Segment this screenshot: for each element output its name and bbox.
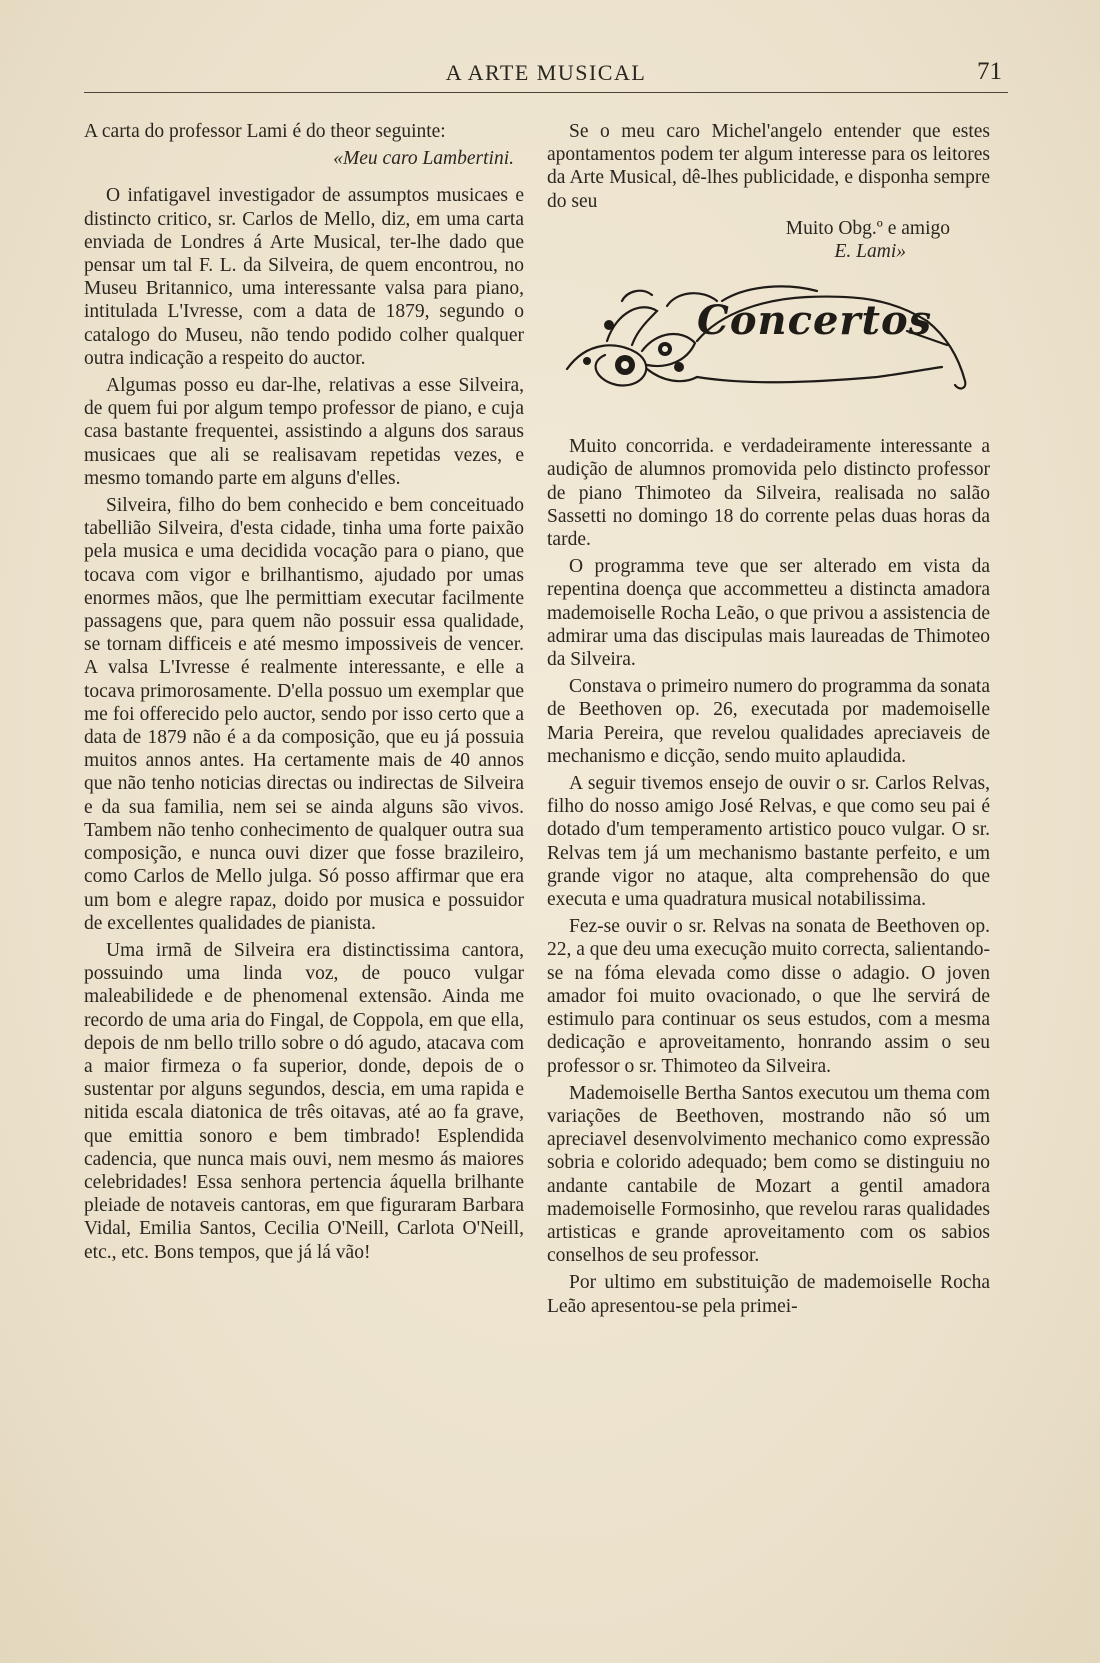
- paragraph: Fez-se ouvir o sr. Relvas na sonata de Beethoven op. 22, a que deu uma execução muito correcta, salientando-se na fóma elevada como disse o adagio. O joven amador foi muito ovacionado, o que lhe servirá de estimulo para continuar os seus estudos, com a mesma dedicação e aproveitamento, honrando assim o seu professor o sr. Thimoteo da Silveira.: [547, 916, 990, 1077]
- paragraph: O infatigavel investigador de assumptos musicaes e distincto critico, sr. Carlos de Mello, diz, em uma carta enviada de Londres á Arte Musical, ter-lhe dado que pensar um tal F. L. da Silveira, de quem encontrou, no Museu Britannico, uma interessante valsa para piano, intitulada L'Ivresse, com a data de 1879, segundo o catalogo do Museu, não tendo podido colher qualquer outra indicação a respeito do auctor.: [84, 185, 524, 369]
- letter-intro: A carta do professor Lami é do theor seguinte:: [84, 121, 446, 142]
- paragraph: Por ultimo em substituição de mademoiselle Rocha Leão apresentou-se pela primei-: [547, 1272, 990, 1317]
- paragraph: Muito concorrida. e verdadeiramente interessante a audição de alumnos promovida pelo distincto professor de piano Thimoteo da Silveira, realisada no salão Sassetti no domingo 18 do corrente pelas duas horas da tarde.: [547, 436, 990, 551]
- paragraph: Uma irmã de Silveira era distinctissima cantora, possuindo uma linda voz, de pouco vulgar maleabilidede e de phenomenal extensão. Ainda me recordo de uma aria do Fingal, de Coppola, em que ella, depois de nm bello trillo sobre o dó agudo, atacava com a maior firmeza o fa superior, donde, depois de o sustentar por alguns segundos, descia, em uma rapida e nitida escala diatonica de três oitavas, até ao fa grave, que emittia sonoro e bem timbrado! Esplendida cadencia, que nunca mais ouvi, nem mesmo ás maiores celebridades! Essa senhora pertencia áquella brilhante pleiade de notaveis cantoras, em que figuraram Barbara Vidal, Emilia Santos, Cecilia O'Neill, Carlota O'Neill, etc., etc. Bons tempos, que já lá vão!: [84, 939, 524, 1263]
- letter-signature: E. Lami»: [834, 241, 906, 263]
- paragraph: A seguir tivemos ensejo de ouvir o sr. Carlos Relvas, filho do nosso amigo José Relvas, e que como seu pai é dotado d'um temperamento artistico pouco vulgar. O sr. Relvas tem já um mechanismo bastante perfeito, e um grande vigor no ataque, alta comprehensão do que executa e uma quadratura musical notabilissima.: [547, 773, 990, 911]
- page-header: [84, 56, 1008, 93]
- right-column: [547, 120, 990, 1322]
- section-ornament: [547, 281, 990, 401]
- paragraph: Se o meu caro Michel'angelo entender que estes apontamentos podem ter algum interesse para os leitores da Arte Musical, dê-lhes publicidade, e disponha sempre do seu: [547, 121, 990, 212]
- paragraph: Mademoiselle Bertha Santos executou um thema com variações de Beethoven, mostrando não só um apreciavel desenvolvimento mechanico como expressão sobria e colorido adequado; bem como se distinguiu no andante cantabile de Mozart a gentil amadora mademoiselle Formosinho, que revelou raras qualidades artisticas e grande aproveitamento com os sabios conselhos de seu professor.: [547, 1082, 990, 1267]
- page-number: 71: [977, 58, 1002, 85]
- letter-closing: Muito Obg.º e amigo: [785, 217, 950, 239]
- letter-salutation: «Meu caro Lambertini.: [333, 148, 514, 170]
- paragraph: O programma teve que ser alterado em vista da repentina doença que accommetteu a distincta amadora mademoiselle Rocha Leão, o que privou a assistencia de admirar uma das discipulas mais laureadas de Thimoteo da Silveira.: [547, 556, 990, 671]
- left-column: [84, 120, 524, 1268]
- paragraph: Silveira, filho do bem conhecido e bem conceituado tabellião Silveira, d'esta cidade, tinha uma forte paixão pela musica e uma decidida vocação para o piano, que tocava com vigor e brilhantismo, ajudado por umas enormes mãos, que lhe permittiam executar facilmente passagens que, para quem não possuir essa qualidade, se tornam difficeis e até mesmo impossiveis de vencer. A valsa L'Ivresse é realmente interessante, e elle a tocava primorosamente. D'ella possuo um exemplar que me foi offerecido pelo auctor, sendo por isso certo que a data de 1879 não é a da composição, que eu já possuia muitos annos antes. Ha certamente mais de 40 annos que não tenho noticias directas ou indirectas de Silveira e da sua familia, nem sei se ainda alguns são vivos. Tambem não tenho conhecimento de qualquer outra sua composição, e nunca ouvi dizer que fosse brazileiro, como Carlos de Mello julga. Só posso affirmar que era um bom e alegre rapaz, doido por musica e possuidor de excellentes qualidades de pianista.: [84, 495, 524, 934]
- journal-title: A ARTE MUSICAL: [445, 60, 647, 85]
- section-title: Concertos: [697, 297, 933, 345]
- paragraph: Constava o primeiro numero do programma da sonata de Beethoven op. 26, executada por mademoiselle Maria Pereira, que revelou qualidades apreciaveis de mechanismo e dicção, sendo muito aplaudida.: [547, 676, 990, 767]
- paragraph: Algumas posso eu dar-lhe, relativas a esse Silveira, de quem fui por algum tempo professor de piano, e cuja casa bastante frequentei, assistindo a alguns dos saraus musicaes que ali se realisavam repetidas vezes, e mesmo tomando parte em alguns d'elles.: [84, 375, 524, 489]
